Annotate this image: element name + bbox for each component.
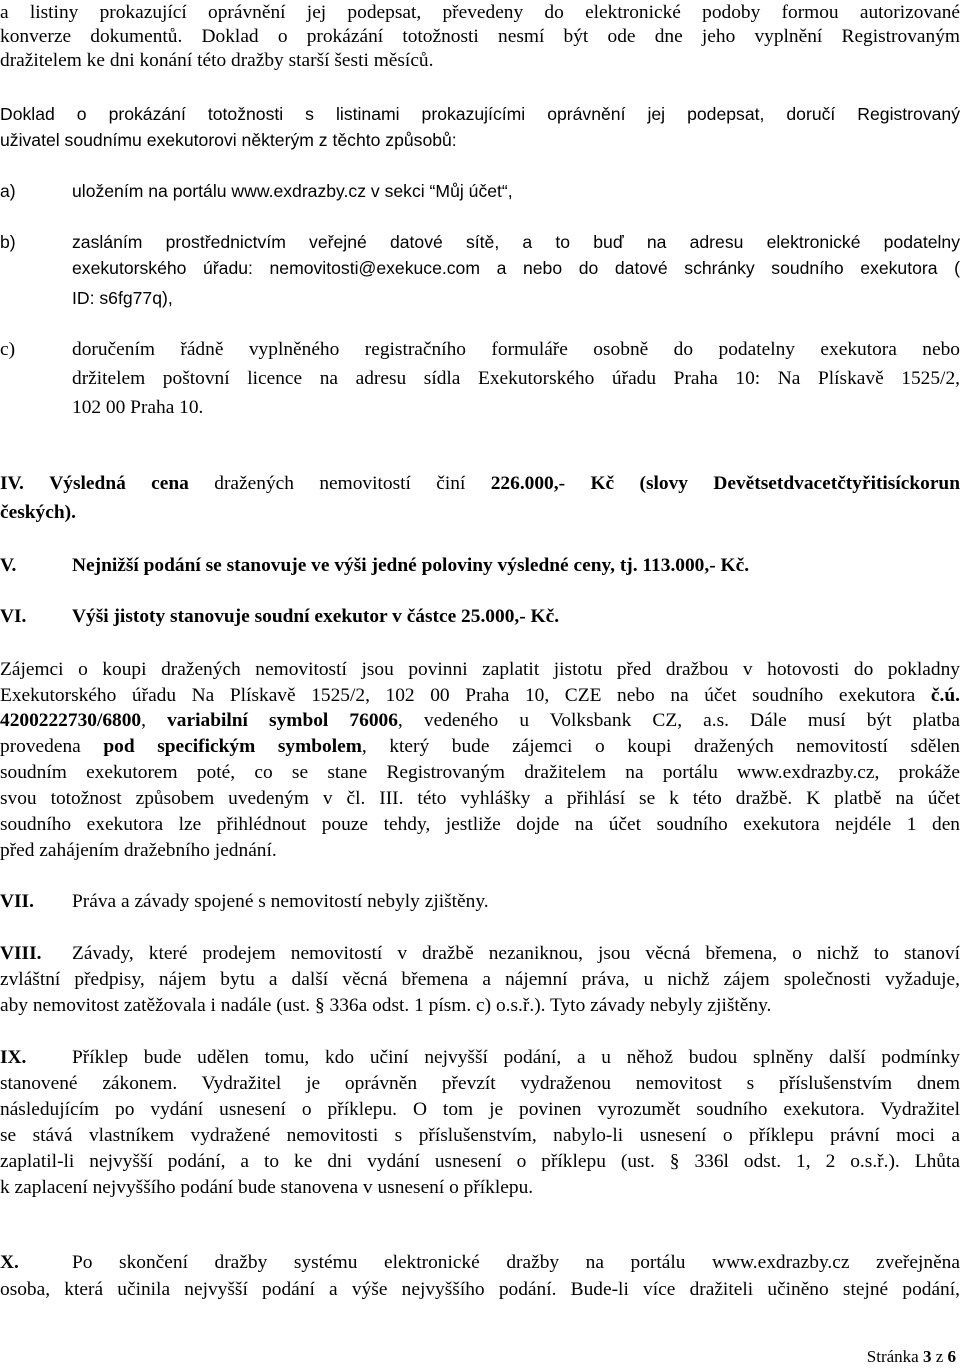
- paragraph-line: aby nemovitost zatěžovala i nadále (ust. § 336a odst. 1 písm. c) o.s.ř.). Tyto závady nebyly zjištěny.: [0, 995, 772, 1016]
- paragraph-line: a listiny prokazující oprávnění jej podepsat, převedeny do elektronické podoby formou autorizované: [0, 2, 960, 23]
- section-vii: [0, 889, 960, 915]
- section-number: X.: [0, 1252, 19, 1273]
- paragraph-line: následujícím po vydání usnesení o příklepu. O tom je povinen vyrozumět soudního exekutora. Vydražitel: [0, 1099, 960, 1120]
- section-text: Závady, které prodejem nemovitostí v dražbě nezaniknou, jsou věcná břemena, o nichž to stanoví: [72, 943, 960, 964]
- paragraph-line: se stává vlastníkem vydražené nemovitosti s příslušenstvím, nabylo-li usnesení o příklepu právní moci a: [0, 1125, 960, 1146]
- list-label: c): [0, 339, 16, 360]
- section-vi: [0, 604, 960, 630]
- text-span-bold: č.ú.: [930, 685, 960, 706]
- text-span: Exekutorského úřadu Na Plískavě 1525/2, 102 00 Praha 10, CZE nebo na účet soudního exekutora: [0, 685, 931, 706]
- list-text: zasláním prostřednictvím veřejné datové sítě, a to buď na adresu elektronické podatelny: [72, 232, 960, 252]
- list-text: doručením řádně vyplněného registračního formuláře osobně do podatelny exekutora nebo: [72, 339, 960, 360]
- paragraph-line: soudním exekutorem poté, co se stane Registrovaným dražitelem na portálu www.exdrazby.cz, prokáže: [0, 762, 960, 783]
- text-span: provedena: [0, 736, 104, 757]
- list-label: a): [0, 181, 16, 201]
- section-text: Výši jistoty stanovuje soudní exekutor v částce 25.000,- Kč.: [72, 606, 560, 627]
- paragraph-line: svou totožnost způsobem uvedeným v čl. III. této vyhlášky a přihlásí se k této dražbě. K platbě na účet: [0, 788, 960, 809]
- paragraph-line: Doklad o prokázání totožnosti s listinami prokazujícími oprávnění jej podepsat, doručí Registrovaný: [0, 104, 960, 124]
- paragraph-line: [0, 683, 960, 709]
- section-number: VII.: [0, 891, 34, 912]
- paragraph-line: osoba, která učinila nejvyšší podání a výše nejvyššího podání. Bude-li více dražiteli učiněno stejné podání,: [0, 1279, 960, 1300]
- section-number: VI.: [0, 606, 27, 627]
- section-text: dražených nemovitostí činí: [188, 473, 491, 494]
- list-label: b): [0, 232, 16, 252]
- total-pages: 6: [947, 1347, 956, 1366]
- paragraph-line: stanovené zákonem. Vydražitel je oprávněn převzít vydraženou nemovitost s příslušenstvím dnem: [0, 1073, 960, 1094]
- text-span: ,: [141, 710, 168, 731]
- section-number: IX.: [0, 1047, 27, 1068]
- section-text-bold: 226.000,- Kč (slovy Devětsetdvacetčtyřitisíckorun: [490, 473, 960, 494]
- section-number: IV.: [0, 473, 24, 494]
- text-span: , který bude zájemci o koupi dražených nemovitostí sdělen: [361, 736, 960, 757]
- section-ix: [0, 1045, 960, 1071]
- paragraph-line: uživatel soudnímu exekutorovi některým z těchto způsobů:: [0, 130, 457, 150]
- section-iv: [0, 471, 960, 497]
- list-text: uložením na portálu www.exdrazby.cz v sekci “Můj účet“,: [72, 181, 513, 201]
- paragraph-line: zvláštní předpisy, nájem bytu a další věcná břemena a nájemní práva, u nichž zájem společnosti vyžaduje,: [0, 969, 960, 990]
- page-of: z: [931, 1347, 948, 1366]
- section-x: [0, 1250, 960, 1276]
- list-text: exekutorského úřadu: nemovitosti@exekuce.com a nebo do datové schránky soudního exekutora (: [72, 258, 960, 278]
- paragraph-line: [0, 734, 960, 760]
- paragraph-line: k zaplacení nejvyššího podání bude stanovena v usnesení o příklepu.: [0, 1177, 534, 1198]
- section-number: V.: [0, 555, 17, 576]
- text-span: , vedeného u Volksbank CZ, a.s. Dále musí být platba: [397, 710, 960, 731]
- paragraph-line: Zájemci o koupi dražených nemovitostí jsou povinni zaplatit jistotu před dražbou v hotovosti do pokladny: [0, 659, 960, 680]
- section-viii: [0, 941, 960, 967]
- page-label: Stránka: [866, 1347, 923, 1366]
- paragraph-line: [0, 708, 960, 734]
- current-page: 3: [922, 1347, 932, 1366]
- section-text-bold: Výsledná cena: [49, 473, 189, 494]
- section-number: VIII.: [0, 943, 42, 964]
- paragraph-line: zaplatil-li nejvyšší podání, a to ke dni vydání usnesení o příklepu (ust. § 336l odst. 1, 2 o.s.ř.). Lhůta: [0, 1151, 960, 1172]
- list-item-a: [0, 178, 960, 204]
- section-text: Práva a závady spojené s nemovitostí nebyly zjištěny.: [72, 891, 489, 912]
- list-text: 102 00 Praha 10.: [72, 397, 204, 418]
- section-text: Po skončení dražby systému elektronické dražby na portálu www.exdrazby.cz zveřejněna: [72, 1252, 960, 1273]
- variable-symbol: variabilní symbol 76006: [167, 710, 398, 731]
- section-v: [0, 553, 960, 579]
- paragraph-line: konverze dokumentů. Doklad o prokázání totožnosti nesmí být ode dne jeho vyplnění Registrovaným: [0, 26, 960, 47]
- list-text: ID: s6fg77q),: [72, 288, 173, 308]
- text-span-bold: pod specifickým symbolem: [103, 736, 362, 757]
- section-text: Nejnižší podání se stanovuje ve výši jedné poloviny výsledné ceny, tj. 113.000,- Kč.: [72, 555, 750, 576]
- page-number: [867, 1347, 956, 1367]
- section-text: Příklep bude udělen tomu, kdo učiní nejvyšší podání, a u něhož budou splněny další podmínky: [72, 1047, 960, 1068]
- account-number: 4200222730/6800: [0, 710, 142, 731]
- paragraph-line: před zahájením dražebního jednání.: [0, 840, 277, 861]
- list-text: držitelem poštovní licence na adresu sídla Exekutorského úřadu Praha 10: Na Plískavě 1525/2,: [72, 368, 960, 389]
- paragraph-line: soudního exekutora lze přihlédnout pouze tehdy, jestliže dojde na účet soudního exekutora nejdéle 1 den: [0, 814, 960, 835]
- paragraph-line: dražitelem ke dni konání této dražby starší šesti měsíců.: [0, 50, 434, 71]
- paragraph-line: českých).: [0, 502, 76, 523]
